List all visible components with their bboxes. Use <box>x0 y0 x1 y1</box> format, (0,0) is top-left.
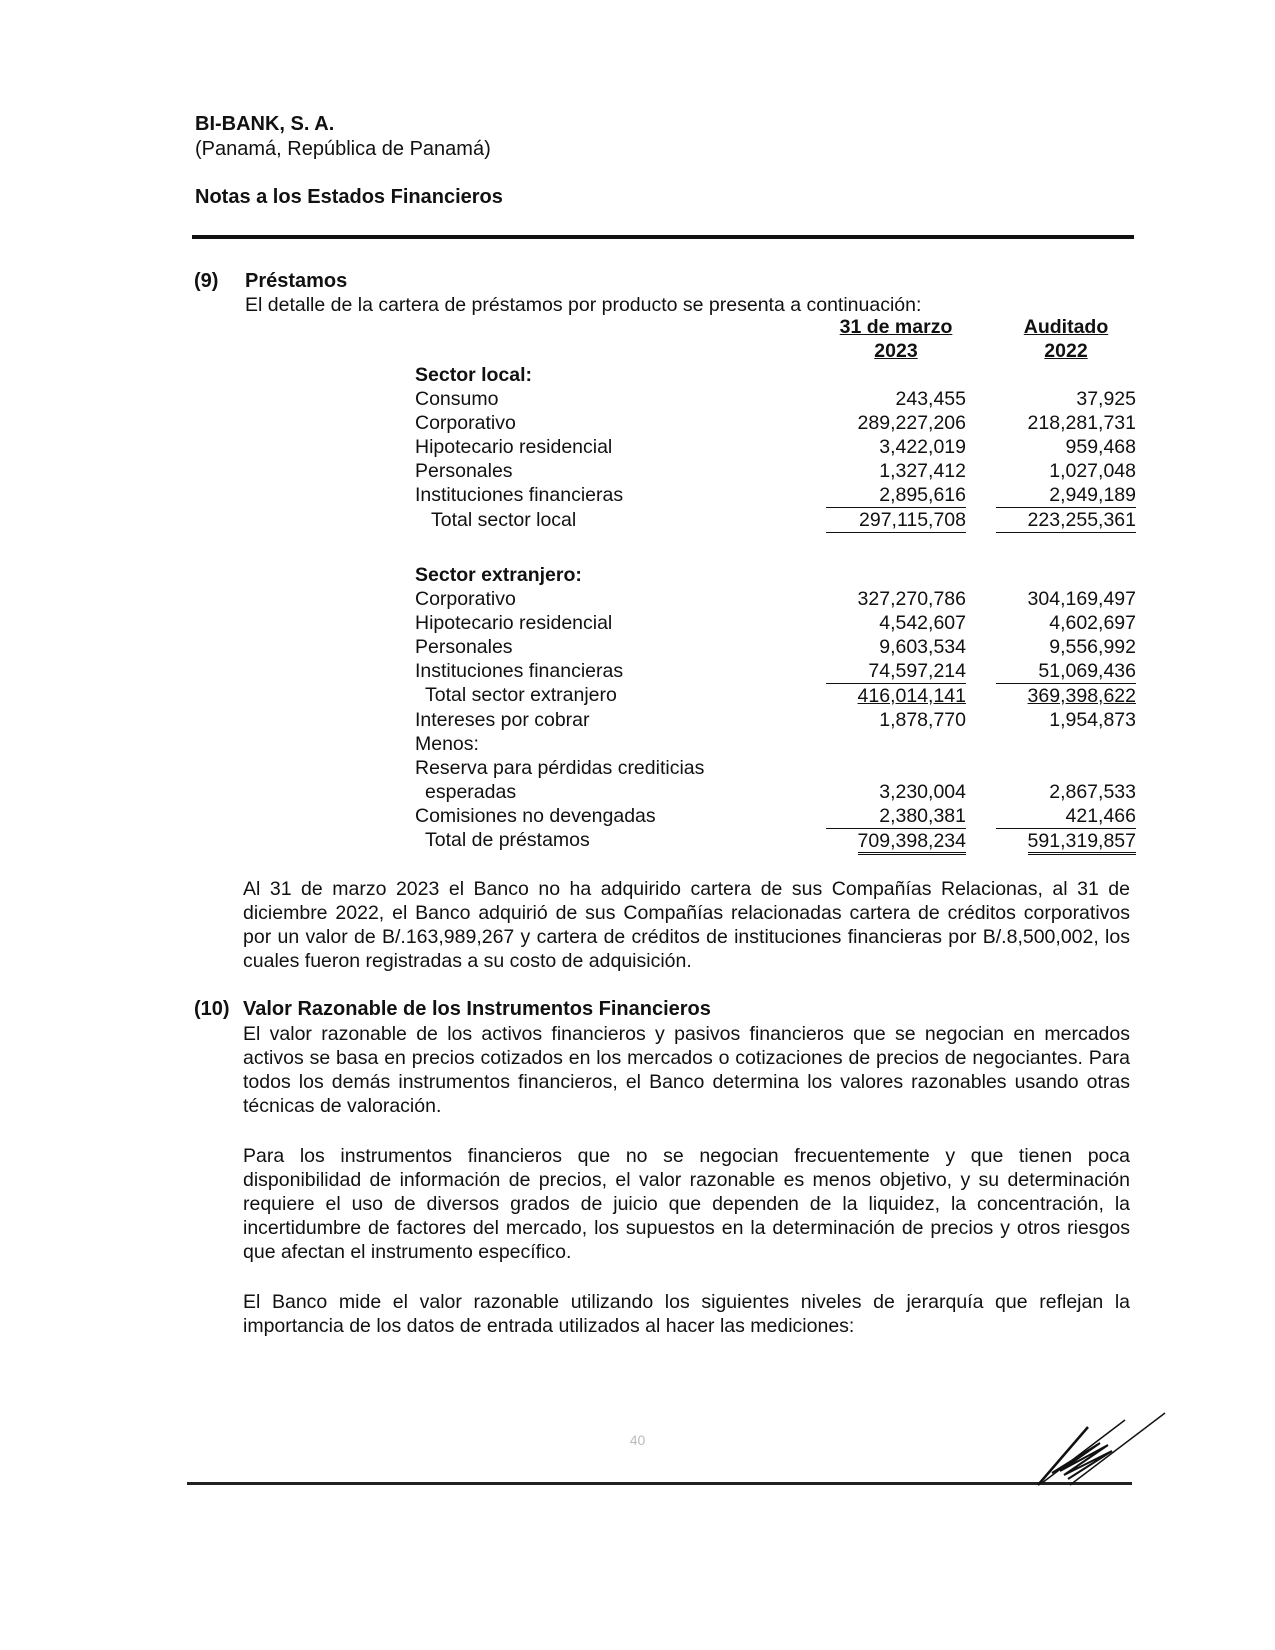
note-9-paragraph: Al 31 de marzo 2023 el Banco no ha adquirido cartera de sus Compañías Relacionas, al 31 de diciembre 2022, el Banco adquirió de sus Compañías relacionadas cartera de créditos corporativos por un valor de B/.163,989,267 y cartera de créditos de instituciones financieras por B/.8,500,002, los cuales fueron registradas a su costo de adquisición. <box>243 878 1130 972</box>
footer-rule <box>187 1482 1132 1485</box>
note-10-paragraph-3: El Banco mide el valor razonable utilizando los siguientes niveles de jerarquía que reflejan la importancia de los datos de entrada utilizados al hacer las mediciones: <box>243 1291 1130 1337</box>
interest-label: Intereses por cobrar <box>415 708 590 731</box>
note-10-paragraph-2: Para los instrumentos financieros que no se negocian frecuentemente y que tienen poca disponibilidad de información de precios, el valor razonable es menos objetivo, y su determinación requiere el uso de diversos grados de juicio que dependen de la liquidez, la concentración, la incertidumbre de factores del mercado, los supuestos en la determinación de precios y otros riesgos que afectan el instrumento específico. <box>243 1145 1130 1263</box>
total-foreign-2023: 416,014,141 <box>857 684 966 707</box>
subtotal-row <box>415 683 1136 708</box>
table-row: Personales 9,603,534 9,556,992 <box>415 635 1136 658</box>
grand-total-2023: 709,398,234 <box>858 830 966 855</box>
total-foreign-label: Total sector extranjero <box>425 684 617 707</box>
table-row: Intereses por cobrar 1,878,770 1,954,873 <box>415 708 1136 731</box>
column-header-row-1 <box>415 315 1136 339</box>
table-row: esperadas 3,230,004 2,867,533 <box>415 780 1136 804</box>
grand-total-row <box>415 828 1136 853</box>
company-location: (Panamá, República de Panamá) <box>195 138 491 160</box>
subtotal-row <box>415 508 1136 533</box>
table-row: Instituciones financieras 74,597,214 51,069,436 <box>415 659 1136 682</box>
note-10-title: Valor Razonable de los Instrumentos Financieros <box>243 998 711 1020</box>
col-2023-header: 31 de marzo <box>839 316 953 338</box>
section-foreign-heading: Sector extranjero: <box>415 563 582 586</box>
table-row: Corporativo 289,227,206 218,281,731 <box>415 412 1136 434</box>
signature-icon <box>1030 1405 1170 1495</box>
note-10-number: (10) <box>194 998 230 1020</box>
less-label: Menos: <box>415 732 479 755</box>
reserve-label-1: Reserva para pérdidas crediticias <box>415 756 705 779</box>
col-2022-year: 2022 <box>1044 340 1088 362</box>
grand-total-2022: 591,319,857 <box>1028 830 1136 855</box>
table-row: Corporativo 327,270,786 304,169,497 <box>415 587 1136 610</box>
table-row: Instituciones financieras 2,895,616 2,949,189 <box>415 484 1136 507</box>
section-local-heading: Sector local: <box>415 364 533 386</box>
table-row: Personales 1,327,412 1,027,048 <box>415 460 1136 482</box>
note-9-number: (9) <box>194 270 219 292</box>
col-2023-year: 2023 <box>874 340 918 362</box>
column-header-row-2 <box>415 339 1136 363</box>
table-row: Hipotecario residencial 4,542,607 4,602,697 <box>415 611 1136 634</box>
document-subtitle: Notas a los Estados Financieros <box>195 186 503 208</box>
table-row: Hipotecario residencial 3,422,019 959,468 <box>415 436 1136 458</box>
header-rule <box>192 235 1134 239</box>
col-2022-header: Auditado <box>1023 316 1109 338</box>
grand-total-label: Total de préstamos <box>425 829 590 852</box>
reserve-label-2: esperadas <box>425 780 517 803</box>
company-name: BI-BANK, S. A. <box>195 113 335 135</box>
note-10-paragraph-1: El valor razonable de los activos financieros y pasivos financieros que se negocian en mercados activos se basa en precios cotizados en los mercados o cotizaciones de precios de negociantes. Para todos los demás instrumentos financieros, el Banco determina los valores razonables usando otras técnicas de valoración. <box>243 1023 1130 1117</box>
total-local-label: Total sector local <box>431 509 577 531</box>
total-local-2022: 223,255,361 <box>996 508 1136 533</box>
commissions-label: Comisiones no devengadas <box>415 804 656 827</box>
total-local-2023: 297,115,708 <box>826 508 966 533</box>
table-row: Consumo 243,455 37,925 <box>415 388 1136 410</box>
loans-table <box>415 315 1136 853</box>
page-number: 40 <box>629 1432 646 1448</box>
note-9-title: Préstamos <box>245 270 348 292</box>
note-9-intro: El detalle de la cartera de préstamos por producto se presenta a continuación: <box>245 294 922 316</box>
table-row: Comisiones no devengadas 2,380,381 421,466 <box>415 804 1136 827</box>
total-foreign-2022: 369,398,622 <box>1027 684 1136 707</box>
